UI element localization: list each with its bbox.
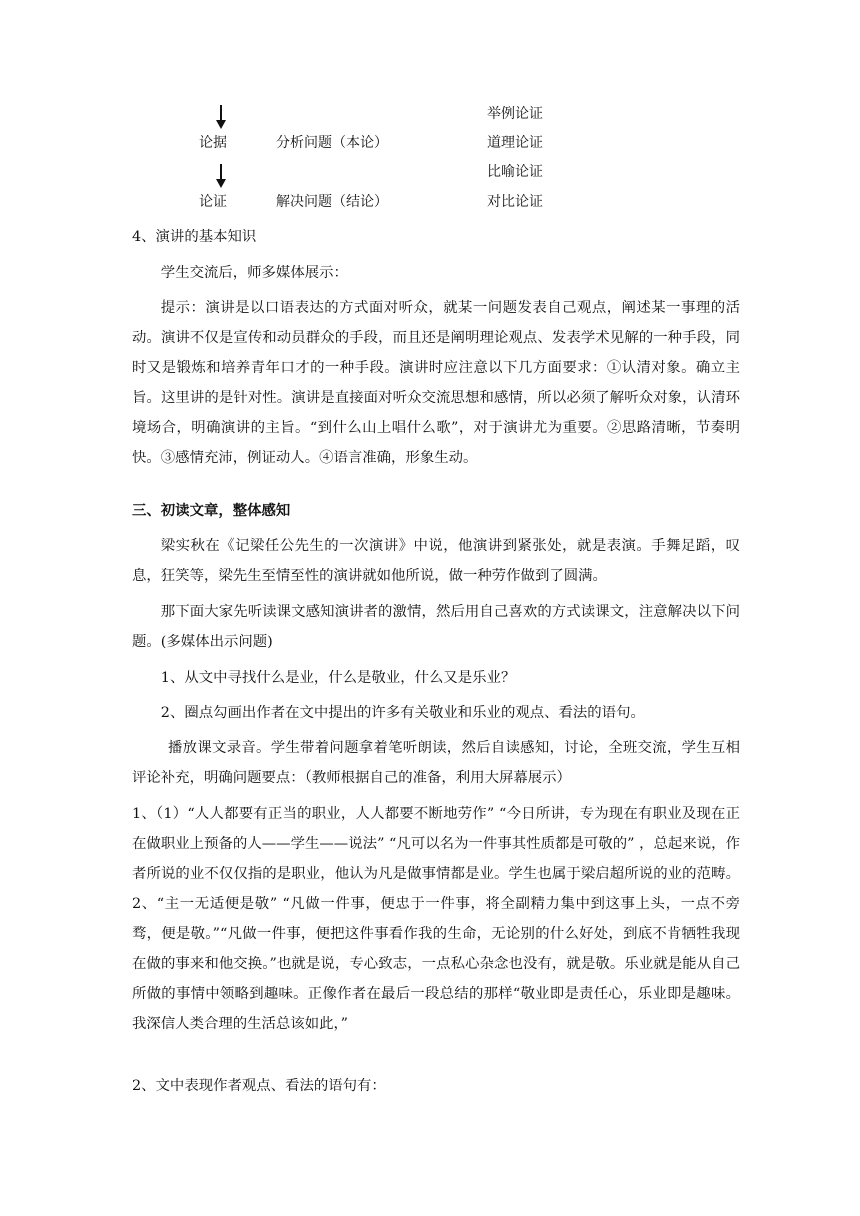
diagram-label: 对比论证 <box>487 194 543 210</box>
diagram-label: 论据 <box>199 135 227 151</box>
section-heading: 三、初读文章，整体感知 <box>132 503 291 519</box>
question-item: 2、圈点勾画出作者在文中提出的许多有关敬业和乐业的观点、看法的语句。 <box>160 705 645 721</box>
down-arrow-icon <box>214 164 228 190</box>
answer-paragraph: 2、文中表现作者观点、看法的语句有： <box>132 1078 386 1094</box>
diagram-label: 论证 <box>199 194 227 210</box>
diagram-label: 道理论证 <box>487 135 543 151</box>
diagram-label: 比喻论证 <box>487 164 543 180</box>
paragraph: 那下面大家先听读课文感知演讲者的激情，然后用自己喜欢的方式读课文，注意解决以下问题。(多媒体出示问题) <box>132 604 740 650</box>
paragraph: 播放课文录音。学生带着问题拿着笔听朗读，然后自读感知，讨论，全班交流，学生互相评论补充，明确问题要点：（教师根据自己的准备，利用大屏幕展示） <box>132 740 740 786</box>
diagram-label: 举例论证 <box>487 106 543 122</box>
diagram-label: 解决问题（结论） <box>276 194 388 210</box>
question-item: 1、从文中寻找什么是业，什么是敬业，什么又是乐业？ <box>160 670 516 686</box>
paragraph: 提示：演讲是以口语表达的方式面对听众，就某一问题发表自己观点，阐述某一事理的活动。演讲不仅是宣传和动员群众的手段，而且还是阐明理论观点、发表学术见解的一种手段，同时又是锻炼和培养青年口才的一种手段。演讲时应注意以下几方面要求：①认清对象。确立主旨。这里讲的是针对性。演讲是直接面对听众交流思想和感情，所以必须了解听众对象，认清环境场合，明确演讲的主旨。“到什么山上唱什么歌”，对于演讲尤为重要。②思路清晰，节奏明快。③感情充沛，例证动人。④语言准确，形象生动。 <box>132 300 740 466</box>
paragraph: 学生交流后，师多媒体展示： <box>160 265 348 281</box>
answer-paragraph: 1、（1）“人人都要有正当的职业，人人都要不断地劳作” “今日所讲，专为现在有职业及现在正在做职业上预备的人——学生——说法” “凡可以名为一件事其性质都是可敬的” ，总起来说，作者所说的业不仅仅指的是职业，他认为凡是做事情都是业。学生也属于梁启超所说的业的范畴。2、“主一无适便是敬” “凡做一件事，便忠于一件事，将全副精力集中到这事上头，一点不旁骛，便是敬。”“凡做一件事，便把这件事看作我的生命，无论别的什么好处，到底不肯牺牲我现在做的事来和他交换。”也就是说，专心致志，一点私心杂念也没有，就是敬。乐业就是能从自己所做的事情中领略到趣味。正像作者在最后一段总结的那样“敬业即是责任心，乐业即是趣味。我深信人类合理的生活总该如此，” <box>132 806 740 1032</box>
diagram-label: 分析问题（本论） <box>276 135 388 151</box>
down-arrow-icon <box>214 105 228 131</box>
section-heading: 4、演讲的基本知识 <box>132 229 257 245</box>
paragraph: 梁实秋在《记梁任公先生的一次演讲》中说，他演讲到紧张处，就是表演。手舞足蹈，叹息，狂笑等，梁先生至情至性的演讲就如他所说，做一种劳作做到了圆满。 <box>132 538 740 584</box>
